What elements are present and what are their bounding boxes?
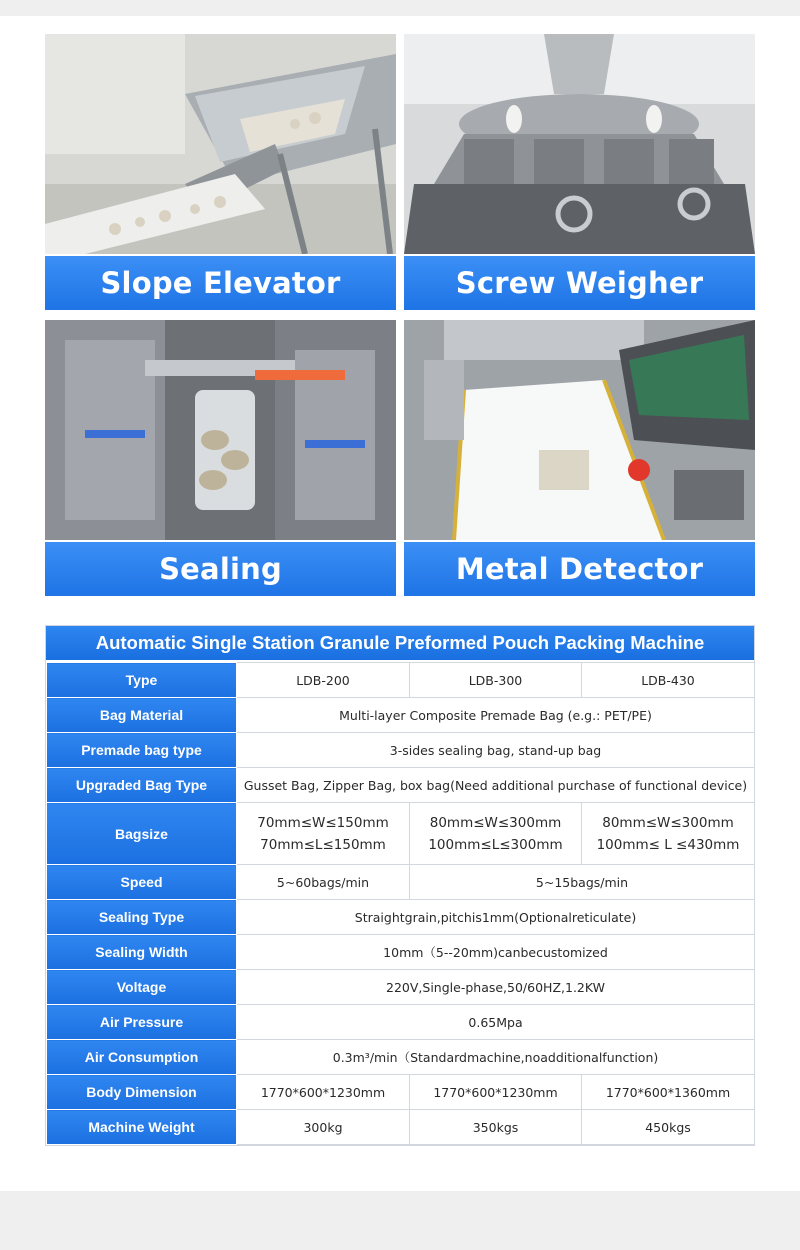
row-label: Body Dimension — [47, 1075, 237, 1110]
cell-line: 100mm≤ L ≤430mm — [596, 836, 740, 853]
cell: LDB-300 — [410, 663, 582, 698]
feature-tile-screw-weigher — [404, 34, 755, 310]
cell-line: 70mm≤L≤150mm — [260, 836, 386, 853]
spec-table — [45, 625, 755, 1146]
row-label: Bagsize — [47, 803, 237, 865]
row-label: Speed — [47, 865, 237, 900]
cell: 350kgs — [410, 1110, 582, 1145]
feature-caption: Slope Elevator — [45, 256, 396, 310]
cell — [410, 803, 582, 865]
spec-grid — [46, 662, 755, 1145]
cell: 0.65Mpa — [237, 1005, 755, 1040]
slope-elevator-photo — [45, 34, 396, 254]
cell: Multi-layer Composite Premade Bag (e.g.: PET/PE) — [237, 698, 755, 733]
spec-row-sealing-type — [47, 900, 755, 935]
row-label: Voltage — [47, 970, 237, 1005]
cell-line: 100mm≤L≤300mm — [428, 836, 563, 853]
row-label: Machine Weight — [47, 1110, 237, 1145]
spec-row-bag-material — [47, 698, 755, 733]
spec-row-air-pressure — [47, 1005, 755, 1040]
sealing-photo — [45, 320, 396, 540]
screw-weigher-photo — [404, 34, 755, 254]
cell — [237, 803, 410, 865]
cell: 450kgs — [582, 1110, 755, 1145]
cell: 220V,Single-phase,50/60HZ,1.2KW — [237, 970, 755, 1005]
spec-row-speed — [47, 865, 755, 900]
cell: Straightgrain,pitchis1mm(Optionalreticulate) — [237, 900, 755, 935]
row-label: Bag Material — [47, 698, 237, 733]
spec-row-sealing-width — [47, 935, 755, 970]
spec-row-voltage — [47, 970, 755, 1005]
feature-tile-metal-detector — [404, 320, 755, 596]
row-label: Upgraded Bag Type — [47, 768, 237, 803]
feature-caption: Sealing — [45, 542, 396, 596]
row-label: Sealing Type — [47, 900, 237, 935]
cell-line: 70mm≤W≤150mm — [257, 814, 389, 831]
cell: 10mm（5--20mm)canbecustomized — [237, 935, 755, 970]
metal-detector-photo — [404, 320, 755, 540]
spec-row-upgraded-bag-type — [47, 768, 755, 803]
spec-row-premade-bag-type — [47, 733, 755, 768]
feature-caption: Metal Detector — [404, 542, 755, 596]
row-label: Premade bag type — [47, 733, 237, 768]
cell: Gusset Bag, Zipper Bag, box bag(Need additional purchase of functional device) — [237, 768, 755, 803]
spec-row-body-dimension — [47, 1075, 755, 1110]
cell: 5~15bags/min — [410, 865, 755, 900]
feature-caption: Screw Weigher — [404, 256, 755, 310]
feature-tile-slope-elevator — [45, 34, 396, 310]
spec-row-bagsize — [47, 803, 755, 865]
row-label: Air Pressure — [47, 1005, 237, 1040]
cell: LDB-200 — [237, 663, 410, 698]
cell: 0.3m³/min（Standardmachine,noadditionalfunction) — [237, 1040, 755, 1075]
cell: 5~60bags/min — [237, 865, 410, 900]
cell-line: 80mm≤W≤300mm — [602, 814, 734, 831]
row-label: Sealing Width — [47, 935, 237, 970]
cell: 3-sides sealing bag, stand-up bag — [237, 733, 755, 768]
cell: 1770*600*1360mm — [582, 1075, 755, 1110]
spec-row-type — [47, 663, 755, 698]
cell: 1770*600*1230mm — [237, 1075, 410, 1110]
cell: LDB-430 — [582, 663, 755, 698]
spec-row-machine-weight — [47, 1110, 755, 1145]
cell — [582, 803, 755, 865]
spec-table-title: Automatic Single Station Granule Preformed Pouch Packing Machine — [46, 626, 754, 662]
row-label: Type — [47, 663, 237, 698]
row-label: Air Consumption — [47, 1040, 237, 1075]
spec-row-air-consumption — [47, 1040, 755, 1075]
feature-tile-sealing — [45, 320, 396, 596]
cell: 1770*600*1230mm — [410, 1075, 582, 1110]
cell-line: 80mm≤W≤300mm — [429, 814, 562, 831]
cell: 300kg — [237, 1110, 410, 1145]
